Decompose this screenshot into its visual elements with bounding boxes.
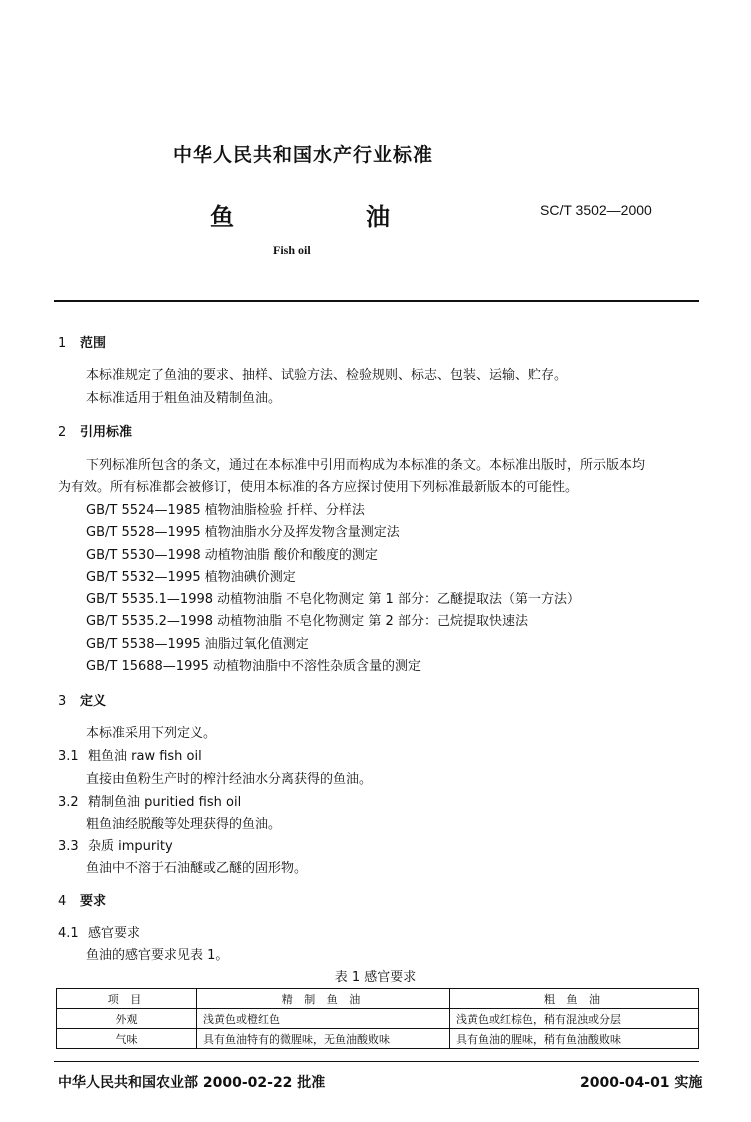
table-cell: 具有鱼油特有的微腥味，无鱼油酸败味	[197, 1029, 450, 1049]
table-row	[57, 1029, 699, 1049]
definition-text: 粗鱼油经脱酸等处理获得的鱼油。	[86, 817, 282, 832]
standard-category-title: 中华人民共和国水产行业标准	[173, 144, 434, 166]
paragraph: 本标准采用下列定义。	[86, 726, 217, 741]
term: 粗鱼油 raw fish oil	[88, 749, 202, 764]
reference-item: GB/T 5538—1995 油脂过氧化值测定	[86, 637, 309, 652]
document-title-char-2: 油	[366, 203, 390, 231]
table-cell: 浅黄色或红棕色，稍有混浊或分层	[450, 1009, 699, 1029]
table-cell: 外观	[57, 1009, 197, 1029]
definition-3-3-term	[58, 835, 173, 854]
table-cell: 具有鱼油的腥味，稍有鱼油酸败味	[450, 1029, 699, 1049]
paragraph: 本标准规定了鱼油的要求、抽样、试验方法、检验规则、标志、包装、运输、贮存。	[86, 368, 568, 383]
reference-item: GB/T 5530—1998 动植物油脂 酸价和酸度的测定	[86, 548, 378, 563]
section-number: 1	[58, 336, 67, 351]
section-1-heading	[58, 332, 106, 351]
clause-4-1-heading	[58, 922, 140, 941]
term: 精制鱼油 puritied fish oil	[88, 795, 242, 810]
english-title: Fish oil	[273, 243, 311, 257]
reference-item: GB/T 5535.1—1998 动植物油脂 不皂化物测定 第 1 部分：乙醚提取法（第一方法）	[86, 592, 580, 607]
reference-item: GB/T 5528—1995 植物油脂水分及挥发物含量测定法	[86, 525, 400, 540]
paragraph: 下列标准所包含的条文，通过在本标准中引用而构成为本标准的条文。本标准出版时，所示版本均	[86, 458, 646, 473]
clause-number: 3.2	[58, 795, 79, 810]
section-title: 引用标准	[80, 425, 133, 440]
section-title: 定义	[80, 694, 107, 709]
reference-item: GB/T 15688—1995 动植物油脂中不溶性杂质含量的测定	[86, 659, 422, 674]
table-header-row	[57, 989, 699, 1009]
standard-number: SC/T 3502—2000	[540, 202, 652, 218]
table-cell: 浅黄色或橙红色	[197, 1009, 450, 1029]
table-header-cell: 项 目	[57, 989, 197, 1009]
definition-text: 直接由鱼粉生产时的榨汁经油水分离获得的鱼油。	[86, 772, 373, 787]
section-title: 要求	[80, 894, 107, 909]
definition-3-1-term	[58, 745, 202, 764]
paragraph: 本标准适用于粗鱼油及精制鱼油。	[86, 391, 282, 406]
table-row	[57, 1009, 699, 1029]
paragraph: 为有效。所有标准都会被修订，使用本标准的各方应探讨使用下列标准最新版本的可能性。	[58, 480, 579, 495]
section-number: 4	[58, 894, 67, 909]
approval-line: 中华人民共和国农业部 2000-02-22 批准	[58, 1075, 326, 1091]
clause-number: 3.3	[58, 839, 79, 854]
sensory-requirements-table	[56, 988, 699, 1049]
implementation-date: 2000-04-01 实施	[580, 1075, 703, 1091]
paragraph: 鱼油的感官要求见表 1。	[86, 948, 229, 963]
section-2-heading	[58, 421, 132, 440]
section-4-heading	[58, 890, 106, 909]
reference-item: GB/T 5524—1985 植物油脂检验 扦样、分样法	[86, 503, 365, 518]
clause-number: 4.1	[58, 926, 79, 941]
header-divider	[54, 300, 699, 302]
table-cell: 气味	[57, 1029, 197, 1049]
reference-item: GB/T 5532—1995 植物油碘价测定	[86, 570, 296, 585]
section-title: 范围	[80, 336, 107, 351]
section-number: 2	[58, 425, 67, 440]
table-caption: 表 1 感官要求	[334, 970, 417, 985]
table-header-cell: 精 制 鱼 油	[197, 989, 450, 1009]
section-3-heading	[58, 690, 106, 709]
table-header-cell: 粗 鱼 油	[450, 989, 699, 1009]
section-number: 3	[58, 694, 67, 709]
footer-divider	[54, 1061, 699, 1062]
definition-text: 鱼油中不溶于石油醚或乙醚的固形物。	[86, 861, 308, 876]
clause-number: 3.1	[58, 749, 79, 764]
term: 杂质 impurity	[88, 839, 173, 854]
reference-item: GB/T 5535.2—1998 动植物油脂 不皂化物测定 第 2 部分：己烷提取快速法	[86, 614, 528, 629]
clause-title: 感官要求	[88, 926, 141, 941]
document-title-char-1: 鱼	[210, 203, 234, 231]
definition-3-2-term	[58, 791, 241, 810]
